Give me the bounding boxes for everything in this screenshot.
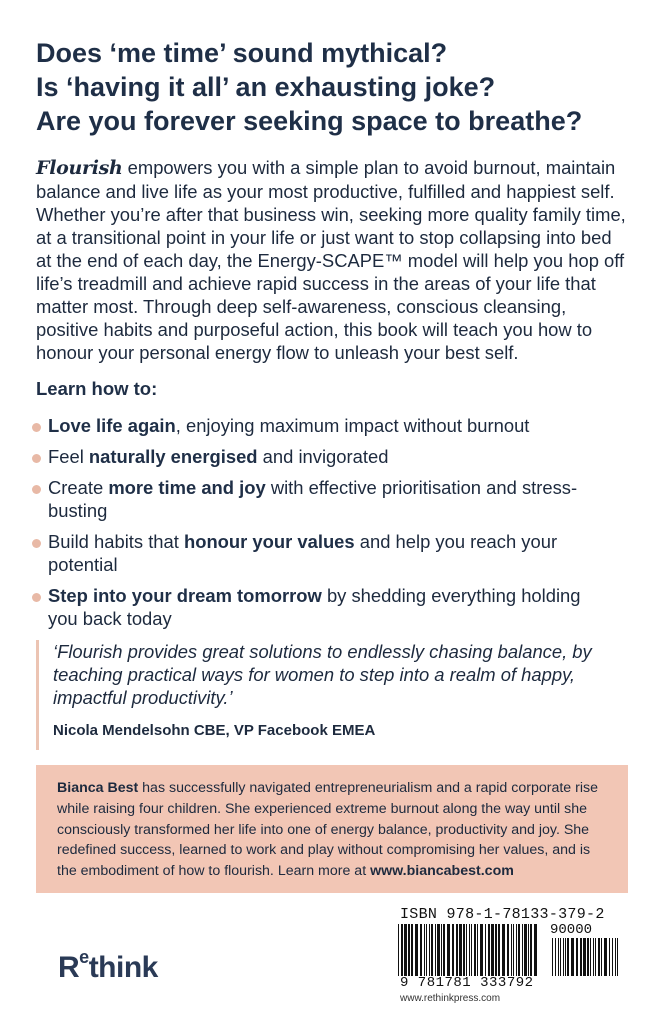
barcode-bar bbox=[502, 924, 505, 976]
barcode-bar bbox=[615, 938, 616, 976]
barcode-bar bbox=[563, 938, 564, 976]
barcode-bar bbox=[576, 938, 578, 976]
headline-line-1: Does ‘me time’ sound mythical? bbox=[36, 38, 448, 68]
barcode-icon bbox=[398, 924, 538, 976]
author-bio bbox=[36, 765, 628, 893]
barcode-bar bbox=[401, 924, 403, 976]
barcode-bar bbox=[466, 924, 467, 976]
barcode-bar bbox=[612, 938, 613, 976]
barcode-bar bbox=[443, 924, 445, 976]
barcode-bar bbox=[598, 938, 600, 976]
publisher-logo: $R^ethink$ bbox=[58, 947, 158, 984]
intro-text: empowers you with a simple plan to avoid burnout, maintain balance and live life as your most productive, fulfilled and happiest self. Whether you’re after that business win, seeking more quality family time, at a transitional point in your life or just want to stop collapsing into bed at the end of each day, the Energy-SCAPE™ model will help you hop off life’s treadmill and achieve rapid success in the areas of your life that matter most. Through deep self-awareness, conscious cleansing, positive habits and purposeful action, this book will teach you how to honour your personal energy flow to unleash your best self. bbox=[36, 157, 626, 363]
barcode-bar bbox=[480, 924, 483, 976]
list-item: Create more time and joy with effective prioritisation and stress-busting bbox=[32, 476, 592, 522]
barcode-bar bbox=[488, 924, 490, 976]
list-item: Build habits that honour your values and help you reach your potential bbox=[32, 530, 592, 576]
barcode-bar bbox=[435, 924, 436, 976]
barcode-bar bbox=[528, 924, 529, 976]
barcode-bar bbox=[558, 938, 559, 976]
barcode-bar bbox=[491, 924, 494, 976]
barcode-bar bbox=[463, 924, 465, 976]
barcode-bar bbox=[474, 924, 476, 976]
barcode-bar bbox=[593, 938, 594, 976]
barcode-bar bbox=[565, 938, 566, 976]
bullet-dot-icon bbox=[32, 485, 41, 494]
list-item: Love life again, enjoying maximum impact without burnout bbox=[32, 414, 592, 437]
barcode-bar bbox=[604, 938, 607, 976]
isbn-label: ISBN 978-1-78133-379-2 bbox=[400, 906, 605, 923]
bullet-dot-icon bbox=[32, 454, 41, 463]
bullet-dot-icon bbox=[32, 423, 41, 432]
bullet-dot-icon bbox=[32, 539, 41, 548]
barcode-bar bbox=[571, 938, 574, 976]
headline bbox=[36, 36, 636, 138]
barcode-bar bbox=[609, 938, 610, 976]
testimonial bbox=[36, 640, 629, 750]
bullet-dot-icon bbox=[32, 593, 41, 602]
intro-paragraph bbox=[36, 156, 628, 364]
barcode-bar bbox=[587, 938, 589, 976]
barcode-bar bbox=[404, 924, 407, 976]
barcode-bar bbox=[408, 924, 410, 976]
list-item: Step into your dream tomorrow by shedding everything holding you back today bbox=[32, 584, 592, 630]
barcode-bar bbox=[429, 924, 430, 976]
barcode-bar bbox=[513, 924, 514, 976]
barcode-bar bbox=[590, 938, 591, 976]
barcode-bar bbox=[511, 924, 512, 976]
barcode-bar bbox=[485, 924, 486, 976]
barcode-bar bbox=[411, 924, 413, 976]
author-name: Bianca Best bbox=[57, 780, 139, 796]
barcode-bar bbox=[580, 938, 582, 976]
barcode-bar bbox=[601, 938, 602, 976]
barcode-bar bbox=[495, 924, 497, 976]
barcode-bar bbox=[398, 924, 399, 976]
barcode-bar bbox=[507, 924, 509, 976]
ean-digits: 9 781781 333792 bbox=[400, 975, 534, 991]
barcode-bar bbox=[437, 924, 440, 976]
benefit-list bbox=[32, 414, 592, 638]
barcode-bar bbox=[424, 924, 425, 976]
author-website: www.biancabest.com bbox=[370, 863, 514, 880]
barcode-bar bbox=[426, 924, 427, 976]
barcode-bar bbox=[447, 924, 450, 976]
barcode-bar bbox=[431, 924, 433, 976]
barcode-bar bbox=[459, 924, 462, 976]
barcode-bar bbox=[452, 924, 454, 976]
learn-heading: Learn how to: bbox=[36, 378, 158, 399]
barcode-bar bbox=[420, 924, 422, 976]
barcode-bar bbox=[617, 938, 618, 976]
barcode-bar bbox=[456, 924, 458, 976]
barcode-bar bbox=[441, 924, 442, 976]
barcode-bar bbox=[415, 924, 418, 976]
quote-text: ‘Flourish provides great solutions to endlessly chasing balance, by teaching practical ways for women to step into a realm of happy, impactful productivity.’ bbox=[53, 641, 592, 708]
publisher-website: www.rethinkpress.com bbox=[400, 993, 501, 1004]
barcode-bar bbox=[522, 924, 523, 976]
barcode-bar bbox=[560, 938, 561, 976]
barcode-bar bbox=[471, 924, 472, 976]
quote-attribution: Nicola Mendelsohn CBE, VP Facebook EMEA bbox=[53, 722, 376, 739]
list-item: Feel naturally energised and invigorated bbox=[32, 445, 592, 468]
barcode-bar bbox=[595, 938, 596, 976]
bio-text: has successfully navigated entrepreneurialism and a rapid corporate rise while raising four children. She experienced extreme burnout along the way until she consciously transformed her life into one of energy balance, productivity and joy. She redefined success, learned to work and play without compromising her values, and is the embodiment of how to flourish. Learn more at bbox=[57, 780, 598, 880]
barcode-bar bbox=[477, 924, 478, 976]
barcode-bar bbox=[518, 924, 520, 976]
barcode-bar bbox=[567, 938, 569, 976]
headline-line-2: Is ‘having it all’ an exhausting joke? bbox=[36, 72, 496, 102]
barcode-bar bbox=[516, 924, 517, 976]
barcode-bar bbox=[469, 924, 470, 976]
brand-script: Flourish bbox=[36, 157, 123, 179]
barcode-bar bbox=[534, 924, 537, 976]
barcode-bar bbox=[524, 924, 527, 976]
barcode-bar bbox=[555, 938, 556, 976]
addon-barcode-icon bbox=[552, 938, 620, 976]
headline-line-3: Are you forever seeking space to breathe? bbox=[36, 106, 583, 136]
barcode-bar bbox=[552, 938, 553, 976]
barcode-bar bbox=[583, 938, 586, 976]
barcode-bar bbox=[530, 924, 532, 976]
barcode-bar bbox=[498, 924, 500, 976]
price-code: 90000 bbox=[550, 922, 593, 938]
